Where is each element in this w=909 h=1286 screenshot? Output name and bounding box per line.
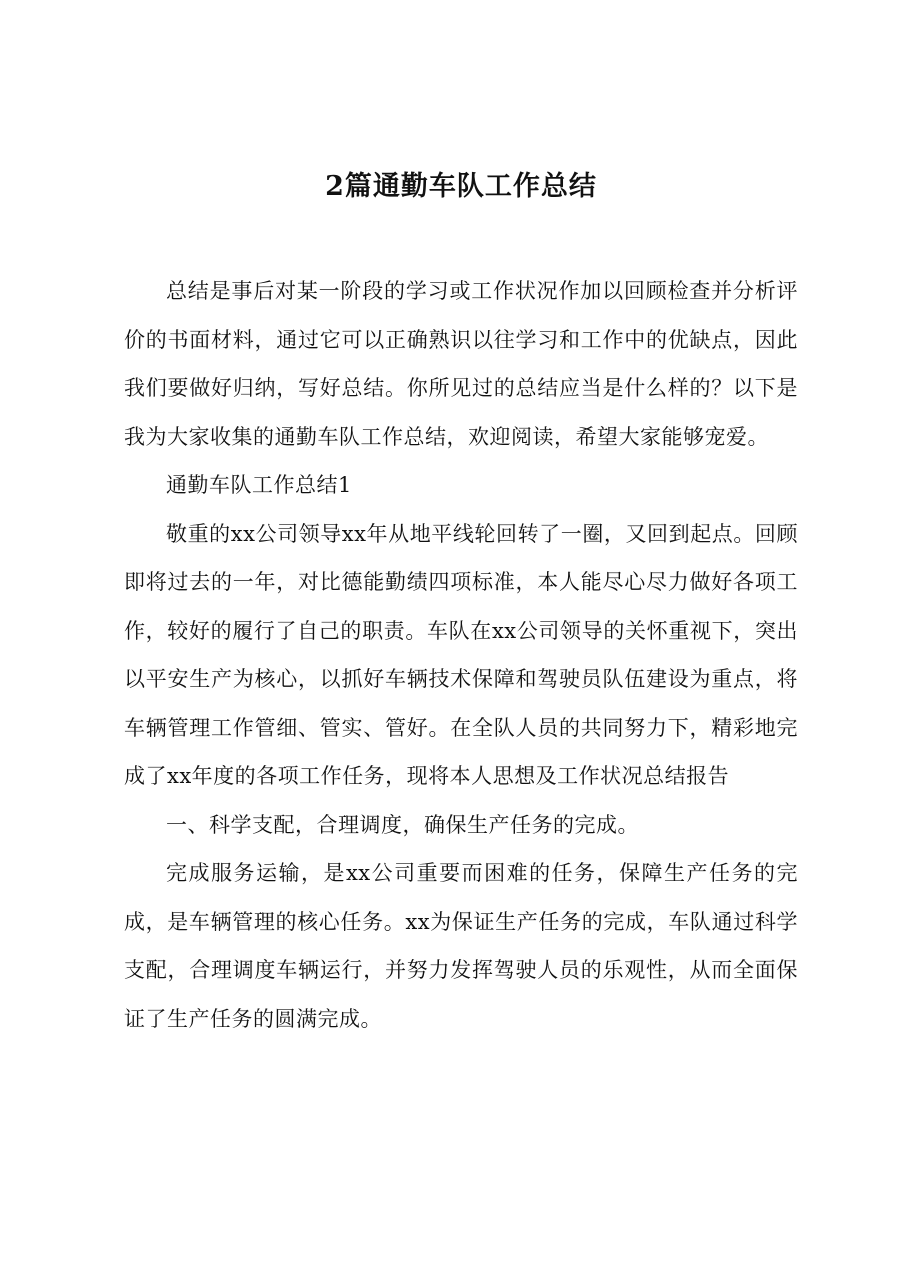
paragraph-section-heading: 一、科学支配，合理调度，确保生产任务的完成。 bbox=[166, 812, 639, 837]
paragraph-body-1: 敬重的xx公司领导xx年从地平线轮回转了一圈，又回到起点。回顾即将过去的一年，对比德能勤绩四项标准，本人能尽心尽力做好各项工作，较好的履行了自己的职责。车队在xx公司领导的关怀重视下，突出以平安生产为核心，以抓好车辆技术保障和驾驶员队伍建设为重点，将车辆管理工作管细、管实、管好。在全队人员的共同努力下，精彩地完成了xx年度的各项工作任务，现将本人思想及工作状况总结报告 bbox=[124, 521, 798, 788]
paragraph-body-2: 完成服务运输，是xx公司重要而困难的任务，保障生产任务的完成，是车辆管理的核心任务。xx为保证生产任务的完成，车队通过科学支配，合理调度车辆运行，并努力发挥驾驶人员的乐观性，从而全面保证了生产任务的圆满完成。 bbox=[124, 861, 798, 1031]
document-title: 2篇通勤车队工作总结 bbox=[325, 171, 597, 202]
paragraph-intro: 总结是事后对某一阶段的学习或工作状况作加以回顾检查并分析评价的书面材料，通过它可以正确熟识以往学习和工作中的优缺点，因此我们要做好归纳，写好总结。你所见过的总结应当是什么样的？以下是我为大家收集的通勤车队工作总结，欢迎阅读，希望大家能够宠爱。 bbox=[124, 279, 798, 449]
paragraph-subtitle: 通勤车队工作总结1 bbox=[166, 473, 352, 497]
document-page bbox=[124, 165, 798, 1043]
